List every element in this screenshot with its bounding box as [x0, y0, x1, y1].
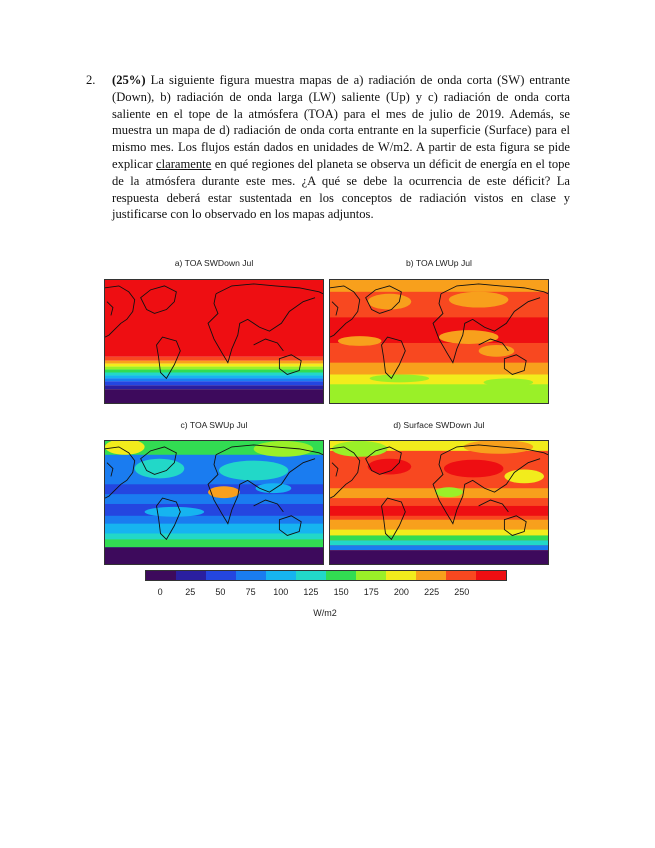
question-text-after: en qué regiones del planeta se observa un déficit de energía en el tope de la atmósfera durante este mes. ¿A qué se debe la ocurrencia de este déficit? La respuesta deberá estar sustentada en los conceptos de radiación vistos en clase y justificarse con lo observado en los mapas adjuntos. [112, 156, 571, 222]
map-b-title: b) TOA LWUp Jul [406, 258, 472, 268]
colorbar-units: W/m2 [313, 608, 337, 618]
colorbar-swatch [446, 571, 476, 580]
colorbar-swatch [206, 571, 236, 580]
question-text [112, 72, 570, 223]
colorbar-label: 200 [393, 587, 409, 597]
colorbar-label: 50 [215, 587, 226, 597]
colorbar-swatch [176, 571, 206, 580]
colorbar [145, 570, 507, 581]
map-a-title: a) TOA SWDown Jul [174, 258, 254, 268]
colorbar-swatch [146, 571, 176, 580]
colorbar-label: 225 [424, 587, 440, 597]
question-number: 2. [86, 73, 96, 87]
map-c-toa-swup [104, 440, 324, 565]
colorbar-label: 75 [245, 587, 256, 597]
colorbar-swatch [326, 571, 356, 580]
map-d-title: d) Surface SWDown Jul [393, 420, 485, 430]
colorbar-label: 0 [157, 587, 163, 597]
question-2 [86, 72, 570, 223]
colorbar-swatch [476, 571, 506, 580]
colorbar-label: 175 [363, 587, 379, 597]
colorbar-labels [145, 587, 507, 599]
colorbar-swatch [356, 571, 386, 580]
colorbar-label: 250 [454, 587, 470, 597]
colorbar-swatch [386, 571, 416, 580]
colorbar-swatch [236, 571, 266, 580]
colorbar-swatch [296, 571, 326, 580]
question-weight: (25%) [112, 73, 146, 87]
map-c-title: c) TOA SWUp Jul [180, 420, 248, 430]
colorbar-swatch [416, 571, 446, 580]
colorbar-label: 150 [333, 587, 349, 597]
map-d-surface-swdown [329, 440, 549, 565]
colorbar-label: 25 [185, 587, 196, 597]
map-b-toa-lwup [329, 279, 549, 404]
question-underlined: claramente [156, 156, 212, 171]
colorbar-label: 125 [303, 587, 319, 597]
map-a-toa-swdown [104, 279, 324, 404]
question-text-before: La siguiente figura muestra mapas de a) radiación de onda corta (SW) entrante (Down), b) radiación de onda larga (LW) saliente (Up) y c) radiación de onda corta saliente en el tope de la atmósfera (TOA) para el mes de julio de 2019. Además, se muestra un mapa de d) radiación de onda corta entrante en la superficie (Surface) para el mismo mes. Los flujos están dados en unidades de W/m2. A partir de esta figura se pide explicar [112, 73, 570, 171]
colorbar-label: 100 [273, 587, 289, 597]
colorbar-swatch [266, 571, 296, 580]
